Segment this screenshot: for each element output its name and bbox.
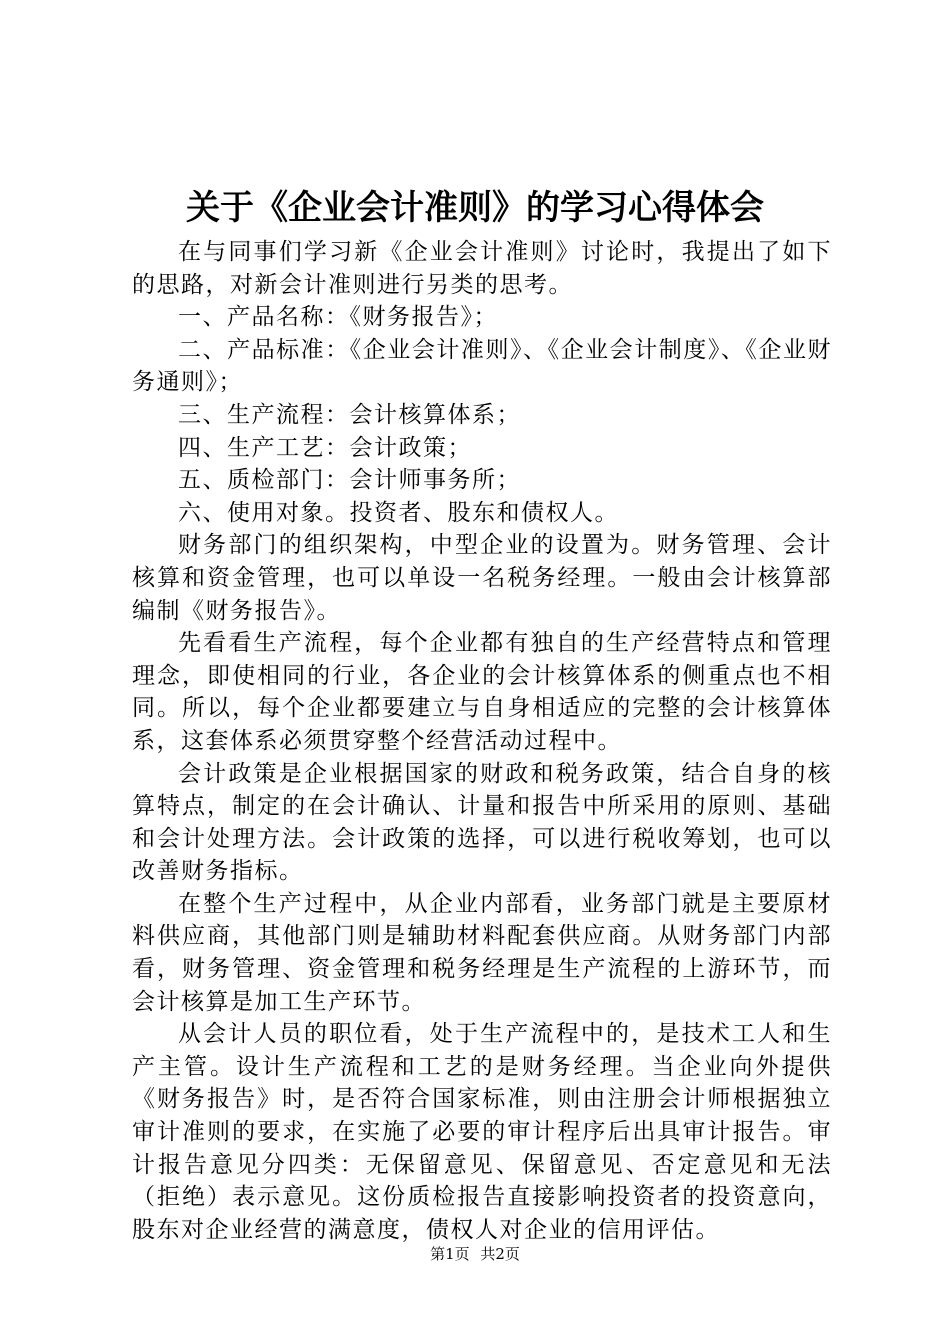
list-item-users: 六、使用对象。投资者、股东和债权人。 bbox=[178, 499, 619, 526]
list-item-production-process: 三、生产流程：会计核算体系； bbox=[178, 401, 521, 428]
list-item-product-standard: 二、产品标准：《企业会计准则》、《企业会计制度》、《企业财务通则》； bbox=[132, 336, 832, 396]
paragraph-intro: 在与同事们学习新《企业会计准则》讨论时，我提出了如下的思路，对新会计准则进行另类的思考。 bbox=[132, 239, 832, 298]
document-title: 关于《企业会计准则》的学习心得体会 bbox=[186, 188, 764, 228]
list-item-production-technique: 四、生产工艺：会计政策； bbox=[178, 434, 472, 461]
paragraph-accounting-policy: 会计政策是企业根据国家的财政和税务政策，结合自身的核算特点，制定的在会计确认、计量和报告中所采用的原则、基础和会计处理方法。会计政策的选择，可以进行税收筹划，也可以改善财务指标。 bbox=[132, 760, 832, 885]
page-number: 第1页 共2页 bbox=[430, 1245, 520, 1263]
paragraph-production-chain: 在整个生产过程中，从企业内部看，业务部门就是主要原材料供应商，其他部门则是辅助材料配套供应商。从财务部门内部看，财务管理、资金管理和税务经理是生产流程的上游环节，而会计核算是加工生产环节。 bbox=[132, 890, 832, 1015]
paragraph-organization: 财务部门的组织架构，中型企业的设置为。财务管理、会计核算和资金管理，也可以单设一名税务经理。一般由会计核算部编制《财务报告》。 bbox=[132, 532, 832, 624]
list-item-product-name: 一、产品名称：《财务报告》； bbox=[178, 304, 498, 331]
paragraph-production-process: 先看看生产流程，每个企业都有独自的生产经营特点和管理理念，即使相同的行业，各企业的会计核算体系的侧重点也不相同。所以，每个企业都要建立与自身相适应的完整的会计核算体系，这套体系必须贯穿整个经营活动过程中。 bbox=[132, 630, 832, 754]
list-item-quality-department: 五、质检部门：会计师事务所； bbox=[178, 467, 521, 494]
paragraph-audit-report: 从会计人员的职位看，处于生产流程中的，是技术工人和生产主管。设计生产流程和工艺的是财务经理。当企业向外提供《财务报告》时，是否符合国家标准，则由注册会计师根据独立审计准则的要求，在实施了必要的审计程序后出具审计报告。审计报告意见分四类：无保留意见、保留意见、否定意见和无法（拒绝）表示意见。这份质检报告直接影响投资者的投资意向，股东对企业经营的满意度，债权人对企业的信用评估。 bbox=[132, 1021, 832, 1243]
document-body bbox=[132, 236, 832, 1246]
